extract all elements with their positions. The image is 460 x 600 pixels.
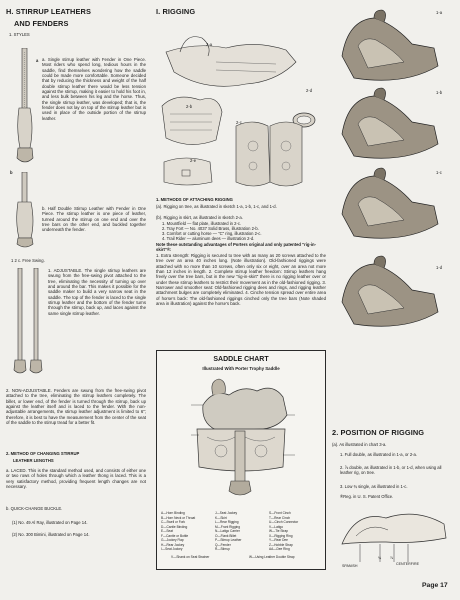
legend-entry: V—Latigo <box>269 524 283 529</box>
fig-1b-label: 1-b <box>436 90 443 95</box>
fig-2c-label: 2-c <box>236 120 242 125</box>
advantages-text: 1. Extra strength: Rigging is secured to tree with as many as 20 screws attached to the tree over an area 40 inches long. (Note illustration). Old-fashioned riggings were attached with no more than 10 screws, often only six or eight, over an area not more than 12 inches in length. 2. Complete stirrup leather freedom: Stirrup leathers hang freely over the tree bars, but in the new "rig-in-skirt" there is no rigging leather over or under these stirrup leathers to restrict their movement as in the old-fashioned rigging. 3. Narrower and smoother seat: Old-fashioned rigging dees and rings, and rigging leather attachment bulges are completely eliminated. 4. Cinche tension spread over entire area of horse's back: The old-fashioned riggings cinched only the tree bars (Note shaded area in illustration) against the horse's back. <box>156 253 326 307</box>
fig-2b-label: 2-b <box>186 104 193 109</box>
methods-list-4: 4. Trail Rider — aluminum dees — illustration 2-d. <box>162 236 255 241</box>
position-l2: 2. ⅞ double, as illustrated in 1-b, or 1-d, when using all leather rig, on tree. <box>340 465 442 476</box>
methods-b: (b). Rigging in skirt, as illustrated in sketch 2-a. <box>156 215 243 220</box>
stirrup-leather-b-illustration <box>14 172 36 250</box>
legend-entry: E—Seat <box>161 529 173 533</box>
item-2: (2) No. 300 Bimini, illustrated on Page 14. <box>12 532 90 537</box>
free-swing-illustration <box>12 268 46 376</box>
fig-2d-label: 2-d <box>306 88 313 93</box>
free-swing-caption: 1 2 c. Free Swing. <box>11 258 45 263</box>
fig-1d-label: 1-d <box>436 265 443 270</box>
legend-entry: M—Front Rigging <box>215 524 240 529</box>
legend-entry: T—Rear Cinch <box>269 515 291 520</box>
style-b-text: b. Half Double Stirrup Leather with Fender in One Piece. The stirrup leather is one piece of leather, turned around the stirrup on one end and over the tree bars on the other end, and buckled together underneath the fender. <box>42 206 146 233</box>
style-a-marker: a <box>36 58 39 63</box>
fig-2a-label: 2-a <box>206 42 213 47</box>
legend-entry: K—Skirt <box>215 515 227 520</box>
legend-col-3 <box>269 511 323 552</box>
legend-footer-left: V—Shank on Seat Strainer <box>171 555 210 559</box>
legend-entry: Y—Rear Dee <box>269 538 288 542</box>
legend-entry: B—Horn Neck or Throat <box>161 515 196 520</box>
legend-entry: S—Front Cinch <box>269 511 291 515</box>
legend-footer-right: W—Using Leather Double Strap <box>249 555 295 559</box>
legend-entry: U—Cinch Connector <box>269 520 299 524</box>
legend-entry: G—Jockey Flap <box>161 538 184 542</box>
adjustable-text: 1. ADJUSTABLE. The single stirrup leathers are swung from the free-swing pivot attached to the tree, eliminating the necessity of turning up over and around the bar. This makes it possible for the saddle maker to build a very narrow seat in the saddle. The top of the fender is laced to the single stirrup leather and the bottom of the fender turns through the stirrup, back up, and laces against the same single stirrup leather. <box>48 268 146 316</box>
note-title: Note these outstanding advantages of Porters original and only patented "rig-in-skirt"®: <box>156 242 316 253</box>
sketch-label-seven-eighths: ⅞ <box>390 556 393 560</box>
section-h-title-2: AND FENDERS <box>14 19 69 28</box>
fig-1c-label: 1-c <box>436 170 442 175</box>
legend-entry: X—Rigging Ring <box>269 533 293 538</box>
method-title-1: 2. METHOD OF CHANGING STIRRUP <box>6 451 80 456</box>
methods-list-2: 2. Tray Fort — No. 4037 Solid Brass, illustration 2-b. <box>162 226 259 231</box>
legend-entry: J—Seat Jockey <box>215 511 238 515</box>
legend-col-1 <box>161 511 213 552</box>
legend-col-2 <box>215 511 267 552</box>
saddle-chart-title: SADDLE CHART <box>213 356 269 363</box>
non-adjustable-text: 2. NON-ADJUSTABLE. Fenders are swung from the free-swing pivot attached to the tree, eliminating the stirrup leathers completely. The billet, or lower end, of the fender is turned through the stirrup, back up against the leather itself and is laced to the fender. With the non-adjustable arrangements, the stirrup leather adjustment is limited to 6"; therefore, it is best to have the measurement from the center of the seat of the saddle to the stirrup tread for a better fit. <box>6 388 146 426</box>
sketch-label-three-quarter: ¾ <box>378 556 381 560</box>
methods-list-1: 1. Mountfield — flat plate, illustrated in 2-c. <box>162 221 242 226</box>
sketch-label-spanish: SPANISH <box>342 564 358 568</box>
legend-entry: A—Horn Binding <box>161 511 185 515</box>
rigging-sketches-illustration <box>156 22 328 192</box>
trophy-saddle-illustration <box>183 375 299 501</box>
legend-entry: P—Stirrup Leather <box>215 538 242 542</box>
saddle-chart-box <box>156 350 326 570</box>
style-a-text: a. Single stirrup leather with Fender in One Piece. Most riders who spend long, tedious hours in the saddle, find themselves wondering how the saddle could be made more comfortable. Someone decided that by reducing the thickness and weight of the half double stirrup leather there would be less tension against the stirrup, making it easier to hold his foot in, and less bulk between his leg and the horse. Thus, the single stirrup leather, was developed; that is, the fender does not lay on top of the stirrup leather but is used in place of the outside portion of the stirrup leather. <box>42 57 146 121</box>
legend-entry: D—Cantle Binding <box>161 524 188 529</box>
item-1: (1) No. 49 Al Ray, illustrated on Page 14. <box>12 520 88 525</box>
method-title-2: LEATHER LENGTHS <box>13 458 54 463</box>
legend-entry: AA—Dee Ring <box>269 547 290 551</box>
legend-entry: R—Stirrup <box>215 547 230 551</box>
legend-entry: F—Cantle or Bottle <box>161 533 189 538</box>
page-number: Page 17 <box>422 582 448 589</box>
quick-change-title: b. QUICK-CHANGE BUCKLE. <box>6 506 63 511</box>
saddle-chart-subtitle: Illustrated With Porter Trophy Saddle <box>202 366 280 371</box>
fig-1a-label: 1-a <box>436 10 443 15</box>
legend-entry: W—Tie Strap <box>269 529 289 533</box>
methods-list-3: 3. Comfort or cutting horse — "C" ring, illustration 2-c. <box>162 231 262 236</box>
legend-entry: C—Swell or Fork <box>161 520 186 524</box>
stirrup-leather-a-illustration <box>14 48 39 166</box>
style-b-marker: b <box>10 170 13 175</box>
position-a: (a). As illustrated in chart 3-a. <box>332 442 387 447</box>
saddle-photos-illustration <box>334 6 456 346</box>
methods-a: (a). Rigging on tree, as illustrated in sketch 1-a, 1-b, 1-c, and 1-d. <box>156 204 277 209</box>
legend-entry: L—Rear Rigging <box>215 520 239 524</box>
legend-entry: H—Rear Jockey <box>161 542 185 547</box>
styles-label: 1. STYLES <box>9 32 30 37</box>
sketch-label-centerfire: CENTERFIRE <box>396 562 419 566</box>
legend-entry: I—Seat Jockey <box>161 547 183 551</box>
legend-entry: N—Latigo Carrier <box>215 529 240 533</box>
section-i-title: I. RIGGING <box>156 7 196 16</box>
position-l3: 3. Low ¾ single, as illustrated in 1-c. <box>340 484 408 489</box>
section-h-title-1: H. STIRRUP LEATHERS <box>6 7 91 16</box>
position-reg: ®Reg. in U. S. Patent Office. <box>340 494 394 499</box>
legend-entry: Q—Fender <box>215 542 231 547</box>
fig-2e-label: 2-e <box>190 158 197 163</box>
methods-title: 1. METHODS OF ATTACHING RIGGING <box>156 197 233 202</box>
position-title: 2. POSITION OF RIGGING <box>332 428 425 437</box>
laced-text: a. LACED. This is the standard method used, and consists of either one or two rows of holes through which a leather thong is laced. This is a very satisfactory method, providing frequent length changes are not necessary. <box>6 468 146 490</box>
legend-entry: O—Flank Billet <box>215 533 237 538</box>
position-l1: 1. Full double, as illustrated in 1-a, or 2-a. <box>340 452 418 457</box>
legend-entry: Z—Hobble Strap <box>269 542 293 547</box>
